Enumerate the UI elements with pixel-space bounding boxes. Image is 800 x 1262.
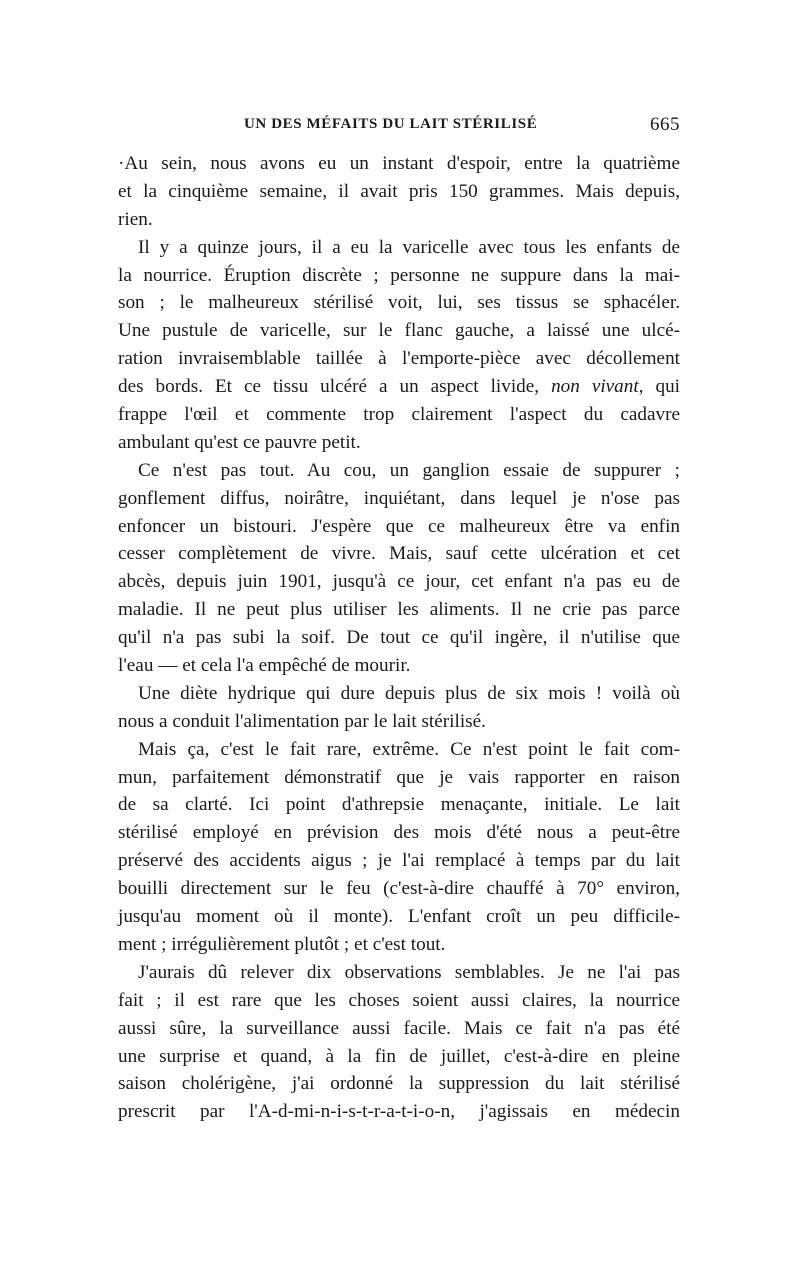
- text-line: nous a conduit l'alimentation par le lait stérilisé.: [118, 710, 486, 732]
- text-line: frappe l'œil et commente trop clairement l'aspect du cadavre: [118, 404, 680, 426]
- text-line: Ce n'est pas tout. Au cou, un ganglion essaie de suppurer ;: [138, 459, 680, 481]
- text-line: une surprise et quand, à la fin de juillet, c'est-à-dire en pleine: [118, 1045, 680, 1067]
- text-line: jusqu'au moment où il monte). L'enfant croît un peu difficile-: [118, 906, 680, 928]
- text-line: gonflement diffus, noirâtre, inquiétant, dans lequel je n'ose pas: [118, 487, 680, 509]
- running-head: [118, 116, 680, 140]
- text-line: maladie. Il ne peut plus utiliser les aliments. Il ne crie pas parce: [118, 599, 680, 621]
- text-line: et la cinquième semaine, il avait pris 150 grammes. Mais depuis,: [118, 180, 680, 202]
- body-text: [118, 150, 680, 1126]
- text-line: son ; le malheureux stérilisé voit, lui, ses tissus se sphacéler.: [118, 292, 680, 314]
- text-line: fait ; il est rare que les choses soient aussi claires, la nourrice: [118, 989, 680, 1011]
- text-line: ambulant qu'est ce pauvre petit.: [118, 431, 361, 453]
- text-line: Une diète hydrique qui dure depuis plus de six mois ! voilà où: [138, 682, 680, 704]
- text-line: ration invraisemblable taillée à l'emporte-pièce avec décollement: [118, 348, 680, 370]
- text-line: Il y a quinze jours, il a eu la varicelle avec tous les enfants de: [138, 236, 680, 258]
- text-line: préservé des accidents aigus ; je l'ai remplacé à temps par du lait: [118, 850, 680, 872]
- text-line: enfoncer un bistouri. J'espère que ce malheureux être va enfin: [118, 515, 680, 537]
- text-line: prescrit par l'A-d-mi-n-i-s-t-r-a-t-i-o-n, j'agissais en médecin: [118, 1101, 680, 1123]
- text-line: abcès, depuis juin 1901, jusqu'à ce jour, cet enfant n'a pas eu de: [118, 571, 680, 593]
- italic-phrase: non vivant: [551, 376, 639, 398]
- text-line: rien.: [118, 208, 153, 230]
- page-number: 665: [650, 114, 680, 135]
- text-line: qu'il n'a pas subi la soif. De tout ce qu'il ingère, il n'utilise que: [118, 627, 680, 649]
- text-line: J'aurais dû relever dix observations semblables. Je ne l'ai pas: [138, 961, 680, 983]
- text-line: aussi sûre, la surveillance aussi facile. Mais ce fait n'a pas été: [118, 1017, 680, 1039]
- text-line: saison cholérigène, j'ai ordonné la suppression du lait stérilisé: [118, 1073, 680, 1095]
- text-line: stérilisé employé en prévision des mois d'été nous a peut-être: [118, 822, 680, 844]
- text-line: Une pustule de varicelle, sur le flanc gauche, a laissé une ulcé-: [118, 320, 680, 342]
- text-line: l'eau — et cela l'a empêché de mourir.: [118, 655, 411, 677]
- text-line: Mais ça, c'est le fait rare, extrême. Ce n'est point le fait com-: [138, 738, 680, 760]
- text-line: bouilli directement sur le feu (c'est-à-dire chauffé à 70° environ,: [118, 878, 680, 900]
- text-segment: , qui: [638, 376, 680, 398]
- running-title: UN DES MÉFAITS DU LAIT STÉRILISÉ: [244, 116, 538, 132]
- text-line: mun, parfaitement démonstratif que je vais rapporter en raison: [118, 766, 680, 788]
- text-line: cesser complètement de vivre. Mais, sauf cette ulcération et cet: [118, 543, 680, 565]
- text-line: ment ; irrégulièrement plutôt ; et c'est tout.: [118, 933, 446, 955]
- text-segment: des bords. Et ce tissu ulcéré a un aspect livide,: [118, 376, 540, 398]
- text-line: [118, 373, 680, 401]
- text-line: la nourrice. Éruption discrète ; personne ne suppure dans la mai-: [118, 264, 680, 286]
- text-line: de sa clarté. Ici point d'athrepsie menaçante, initiale. Le lait: [118, 794, 680, 816]
- text-line: ·Au sein, nous avons eu un instant d'espoir, entre la quatrième: [118, 153, 680, 174]
